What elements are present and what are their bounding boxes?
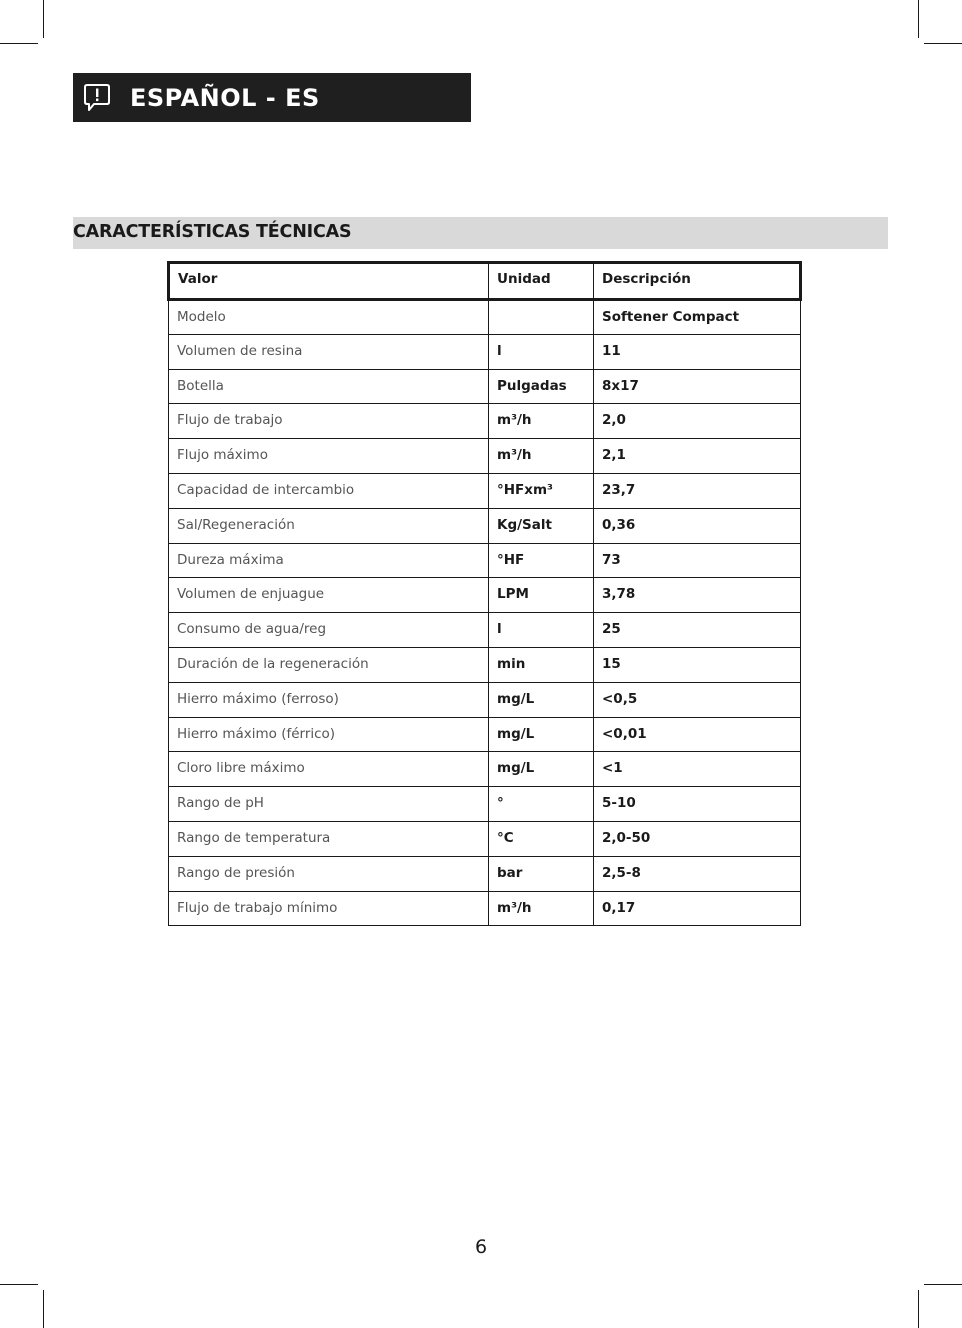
info-speech-bubble-icon (84, 83, 110, 113)
column-header-valor: Valor (169, 263, 489, 300)
param-cell: Rango de presión (169, 856, 489, 891)
unit-cell: m³/h (489, 891, 594, 926)
language-banner (73, 73, 471, 122)
desc-cell: 15 (594, 647, 801, 682)
desc-cell: <1 (594, 752, 801, 787)
page-number: 6 (474, 1236, 488, 1258)
param-cell: Volumen de enjuague (169, 578, 489, 613)
table-row (169, 787, 801, 822)
unit-cell: °HF (489, 543, 594, 578)
section-title: CARACTERÍSTICAS TÉCNICAS (73, 222, 352, 242)
desc-cell: 8x17 (594, 369, 801, 404)
column-header-descripcion: Descripción (594, 263, 801, 300)
language-title: ESPAÑOL - ES (130, 83, 320, 112)
param-cell: Consumo de agua/reg (169, 613, 489, 648)
table-row (169, 334, 801, 369)
table-row (169, 717, 801, 752)
unit-cell: °HFxm³ (489, 473, 594, 508)
unit-cell: m³/h (489, 439, 594, 474)
crop-mark (918, 1290, 919, 1328)
table-row (169, 578, 801, 613)
param-cell: Hierro máximo (férrico) (169, 717, 489, 752)
param-cell: Volumen de resina (169, 334, 489, 369)
param-cell: Flujo de trabajo mínimo (169, 891, 489, 926)
desc-cell: 5-10 (594, 787, 801, 822)
param-cell: Cloro libre máximo (169, 752, 489, 787)
unit-cell: bar (489, 856, 594, 891)
crop-mark (924, 43, 962, 44)
crop-mark (0, 1284, 38, 1285)
unit-cell: mg/L (489, 752, 594, 787)
table-row (169, 856, 801, 891)
desc-cell: 2,0 (594, 404, 801, 439)
desc-cell: 2,0-50 (594, 821, 801, 856)
unit-cell: min (489, 647, 594, 682)
table-row (169, 473, 801, 508)
desc-cell: 2,5-8 (594, 856, 801, 891)
desc-cell: 25 (594, 613, 801, 648)
unit-cell: °C (489, 821, 594, 856)
param-cell: Hierro máximo (ferroso) (169, 682, 489, 717)
unit-cell (489, 300, 594, 335)
desc-cell: 0,36 (594, 508, 801, 543)
table-row (169, 508, 801, 543)
table-row (169, 369, 801, 404)
desc-cell: <0,01 (594, 717, 801, 752)
unit-cell: l (489, 613, 594, 648)
param-cell: Sal/Regeneración (169, 508, 489, 543)
desc-cell: 73 (594, 543, 801, 578)
desc-cell: 23,7 (594, 473, 801, 508)
unit-cell: LPM (489, 578, 594, 613)
table-row (169, 891, 801, 926)
param-cell: Rango de pH (169, 787, 489, 822)
param-cell: Modelo (169, 300, 489, 335)
desc-cell: 3,78 (594, 578, 801, 613)
table-row (169, 821, 801, 856)
desc-cell: <0,5 (594, 682, 801, 717)
unit-cell: mg/L (489, 717, 594, 752)
crop-mark (43, 0, 44, 38)
unit-cell: l (489, 334, 594, 369)
column-header-unidad: Unidad (489, 263, 594, 300)
table-row (169, 543, 801, 578)
param-cell: Capacidad de intercambio (169, 473, 489, 508)
crop-mark (924, 1284, 962, 1285)
desc-cell: 2,1 (594, 439, 801, 474)
table-row (169, 682, 801, 717)
unit-cell: Pulgadas (489, 369, 594, 404)
desc-cell: 0,17 (594, 891, 801, 926)
crop-mark (43, 1290, 44, 1328)
unit-cell: ° (489, 787, 594, 822)
technical-specs-table (167, 261, 802, 926)
table-row (169, 300, 801, 335)
desc-cell: Softener Compact (594, 300, 801, 335)
desc-cell: 11 (594, 334, 801, 369)
unit-cell: m³/h (489, 404, 594, 439)
table-row (169, 613, 801, 648)
table-row (169, 404, 801, 439)
table-row (169, 752, 801, 787)
unit-cell: Kg/Salt (489, 508, 594, 543)
crop-mark (0, 43, 38, 44)
param-cell: Flujo máximo (169, 439, 489, 474)
param-cell: Flujo de trabajo (169, 404, 489, 439)
unit-cell: mg/L (489, 682, 594, 717)
param-cell: Duración de la regeneración (169, 647, 489, 682)
table-header-row (169, 263, 801, 300)
param-cell: Rango de temperatura (169, 821, 489, 856)
param-cell: Dureza máxima (169, 543, 489, 578)
table-row (169, 439, 801, 474)
section-header (73, 217, 888, 249)
crop-mark (918, 0, 919, 38)
param-cell: Botella (169, 369, 489, 404)
table-row (169, 647, 801, 682)
